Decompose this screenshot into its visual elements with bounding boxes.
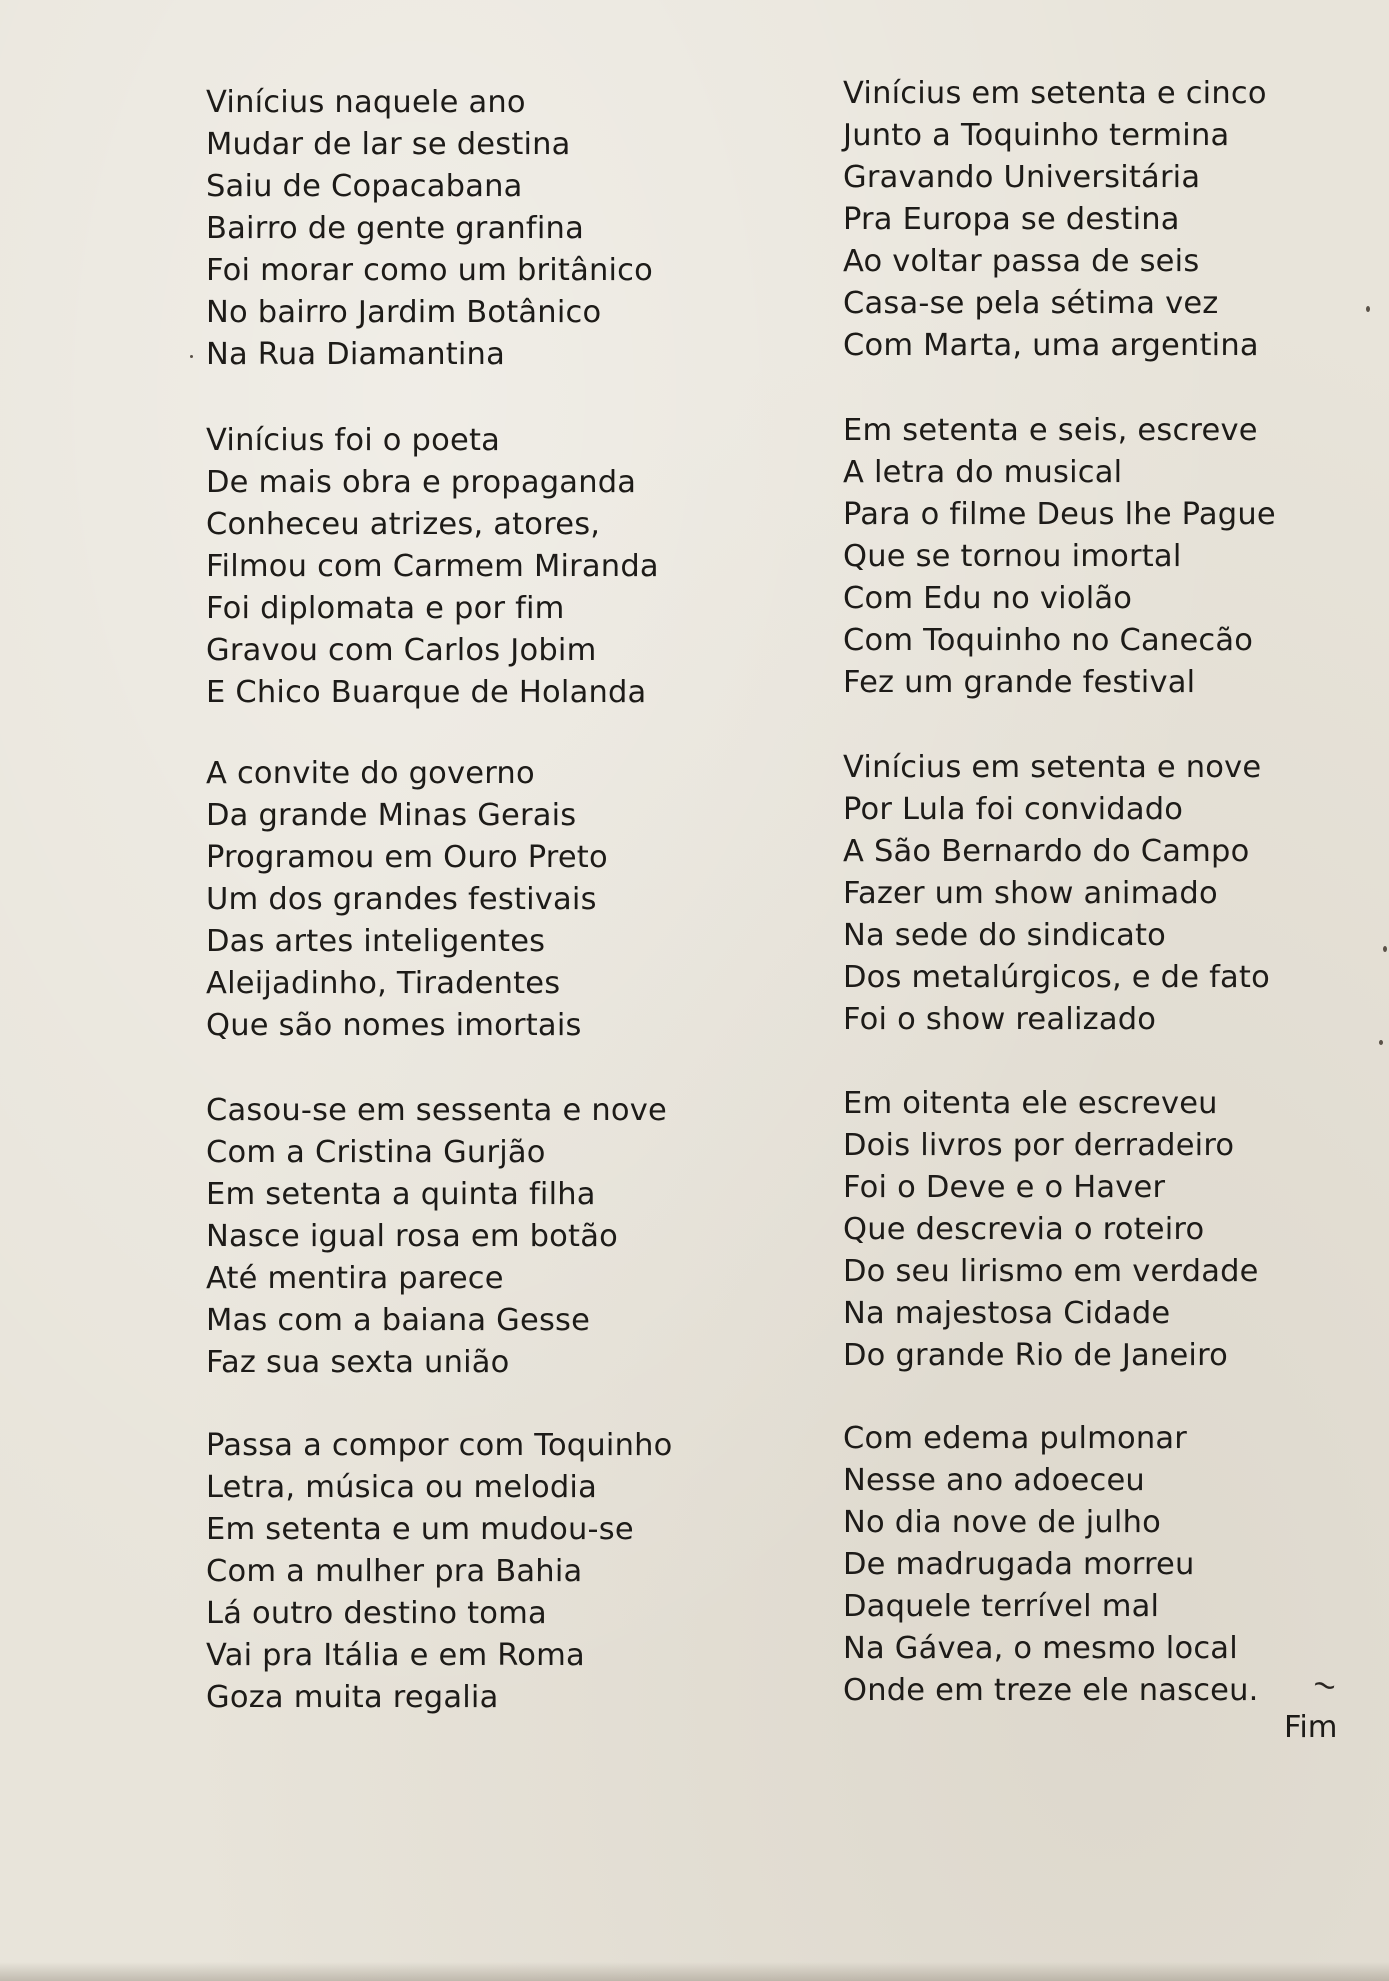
verse-line: A convite do governo <box>206 756 535 791</box>
verse-line: Dos metalúrgicos, e de fato <box>843 960 1270 995</box>
verse-line: Mas com a baiana Gesse <box>206 1303 591 1338</box>
verse-line: Casa-se pela sétima vez <box>843 286 1219 321</box>
verse-line: Gravou com Carlos Jobim <box>206 633 597 668</box>
verse-line: De madrugada morreu <box>843 1547 1195 1582</box>
verse-line: Mudar de lar se destina <box>206 127 571 162</box>
paper-speck <box>1379 1040 1383 1045</box>
verse-line: E Chico Buarque de Holanda <box>206 675 647 710</box>
verse-line: Onde em treze ele nasceu. <box>843 1673 1259 1708</box>
verse-line: Saiu de Copacabana <box>206 169 523 204</box>
verse-line: Vai pra Itália e em Roma <box>206 1638 585 1673</box>
right-stanza-2 <box>843 410 1389 704</box>
verse-line: Em setenta e seis, escreve <box>843 413 1258 448</box>
verse-line: Fez um grande festival <box>843 665 1196 700</box>
verse-line: No bairro Jardim Botânico <box>206 295 602 330</box>
verse-line: Gravando Universitária <box>843 160 1201 195</box>
verse-line: Conheceu atrizes, atores, <box>206 507 601 542</box>
verse-line: Com a mulher pra Bahia <box>206 1554 583 1589</box>
verse-line: Foi morar como um britânico <box>206 253 654 288</box>
verse-line: Aleijadinho, Tiradentes <box>206 966 561 1001</box>
verse-line: A letra do musical <box>843 455 1123 490</box>
verse-line: Com Toquinho no Canecão <box>843 623 1254 658</box>
paper-speck <box>190 355 193 358</box>
verse-line: No dia nove de julho <box>843 1505 1161 1540</box>
verse-line: Daquele terrível mal <box>843 1589 1160 1624</box>
verse-line: Com Edu no violão <box>843 581 1133 616</box>
verse-line: Das artes inteligentes <box>206 924 546 959</box>
verse-line: Vinícius em setenta e cinco <box>843 76 1267 111</box>
verse-line: Casou-se em sessenta e nove <box>206 1093 667 1128</box>
page-bottom-edge <box>0 1962 1389 1981</box>
right-stanza-4 <box>843 1083 1389 1377</box>
verse-line: Da grande Minas Gerais <box>206 798 577 833</box>
verse-line: Programou em Ouro Preto <box>206 840 608 875</box>
verse-line: Do grande Rio de Janeiro <box>843 1338 1229 1373</box>
paper-speck <box>1366 306 1370 312</box>
left-stanza-2 <box>206 420 766 714</box>
verse-line: Para o filme Deus lhe Pague <box>843 497 1276 532</box>
handwritten-tilde-mark: ∼ <box>1307 1665 1342 1706</box>
verse-line: Foi o Deve e o Haver <box>843 1170 1166 1205</box>
verse-line: Em setenta e um mudou-se <box>206 1512 634 1547</box>
verse-line: Vinícius naquele ano <box>206 85 526 120</box>
verse-line: Faz sua sexta união <box>206 1345 510 1380</box>
verse-line: Foi o show realizado <box>843 1002 1157 1037</box>
verse-line: Até mentira parece <box>206 1261 504 1296</box>
verse-line: Nasce igual rosa em botão <box>206 1219 618 1254</box>
verse-line: Vinícius foi o poeta <box>206 423 500 458</box>
end-mark: Fim <box>1284 1710 1338 1745</box>
verse-line: Fazer um show animado <box>843 876 1218 911</box>
verse-line: Em setenta a quinta filha <box>206 1177 596 1212</box>
left-stanza-4 <box>206 1090 766 1384</box>
verse-line: Em oitenta ele escreveu <box>843 1086 1218 1121</box>
verse-line: Ao voltar passa de seis <box>843 244 1200 279</box>
verse-line: Que descrevia o roteiro <box>843 1212 1205 1247</box>
verse-line: Com a Cristina Gurjão <box>206 1135 546 1170</box>
verse-line: Dois livros por derradeiro <box>843 1128 1235 1163</box>
verse-line: A São Bernardo do Campo <box>843 834 1250 869</box>
verse-line: Com edema pulmonar <box>843 1421 1188 1456</box>
right-stanza-1 <box>843 73 1389 367</box>
verse-line: Junto a Toquinho termina <box>843 118 1230 153</box>
verse-line: Vinícius em setenta e nove <box>843 750 1262 785</box>
verse-line: Do seu lirismo em verdade <box>843 1254 1259 1289</box>
verse-line: De mais obra e propaganda <box>206 465 637 500</box>
verse-line: Que são nomes imortais <box>206 1008 582 1043</box>
verse-line: Por Lula foi convidado <box>843 792 1184 827</box>
verse-line: Goza muita regalia <box>206 1680 499 1715</box>
verse-line: Que se tornou imortal <box>843 539 1182 574</box>
verse-line: Foi diplomata e por fim <box>206 591 565 626</box>
left-stanza-5 <box>206 1425 766 1719</box>
verse-line: Na Gávea, o mesmo local <box>843 1631 1238 1666</box>
verse-line: Nesse ano adoeceu <box>843 1463 1145 1498</box>
left-stanza-1 <box>206 82 766 376</box>
verse-line: Pra Europa se destina <box>843 202 1180 237</box>
verse-line: Bairro de gente granfina <box>206 211 584 246</box>
verse-line: Um dos grandes festivais <box>206 882 597 917</box>
verse-line: Passa a compor com Toquinho <box>206 1428 673 1463</box>
verse-line: Lá outro destino toma <box>206 1596 547 1631</box>
verse-line: Na majestosa Cidade <box>843 1296 1171 1331</box>
right-stanza-3 <box>843 747 1389 1041</box>
verse-line: Com Marta, uma argentina <box>843 328 1259 363</box>
right-stanza-5 <box>843 1418 1389 1712</box>
left-stanza-3 <box>206 753 766 1047</box>
verse-line: Na Rua Diamantina <box>206 337 505 372</box>
paper-speck <box>1383 946 1387 952</box>
verse-line: Filmou com Carmem Miranda <box>206 549 659 584</box>
verse-line: Letra, música ou melodia <box>206 1470 597 1505</box>
verse-line: Na sede do sindicato <box>843 918 1166 953</box>
